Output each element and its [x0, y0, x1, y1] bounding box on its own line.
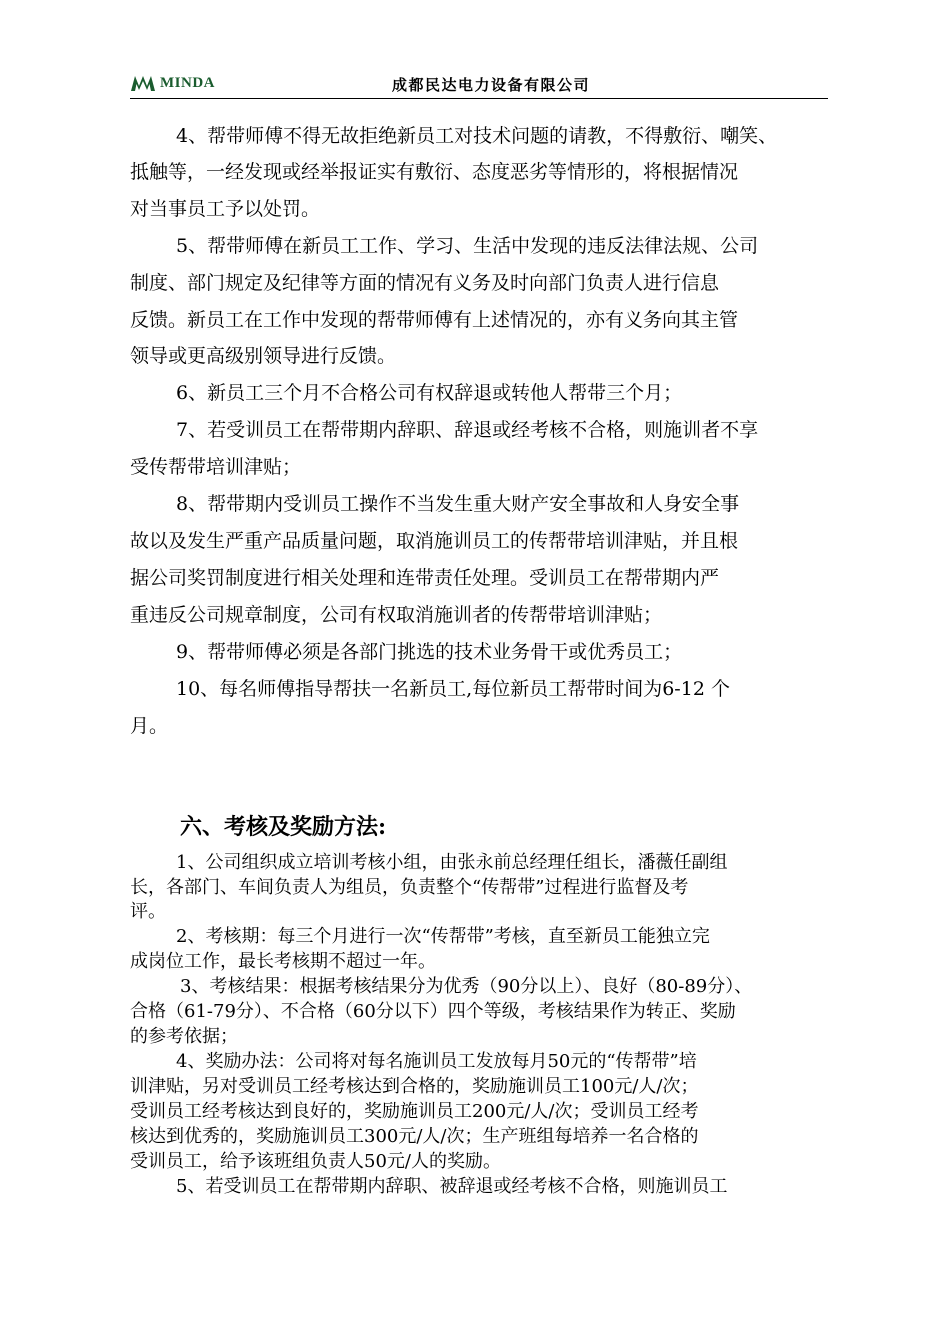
logo-text: MINDA — [160, 74, 215, 91]
paragraph-line: 9、帮带师傅必须是各部门挑选的技术业务骨干或优秀员工； — [176, 641, 683, 663]
paragraph-line: 反馈。新员工在工作中发现的帮带师傅有上述情况的，亦有义务向其主管 — [130, 309, 739, 331]
paragraph-line: 5、若受训员工在帮带期内辞职、被辞退或经考核不合格，则施训员工 — [176, 1176, 728, 1197]
paragraph-line: 2、考核期：每三个月进行一次“传帮带”考核，直至新员工能独立完 — [176, 926, 710, 947]
paragraph-line: 7、若受训员工在帮带期内辞职、辞退或经考核不合格，则施训者不享 — [176, 419, 759, 441]
paragraph-line: 受训员工经考核达到良好的，奖励施训员工200元/人/次；受训员工经考 — [130, 1101, 699, 1122]
paragraph-line: 对当事员工予以处罚。 — [130, 198, 321, 220]
paragraph-line: 10、每名师傅指导帮扶一名新员工,每位新员工帮带时间为6-12 个 — [176, 678, 730, 700]
paragraph-line: 核达到优秀的，奖励施训员工300元/人/次；生产班组每培养一名合格的 — [130, 1126, 699, 1147]
paragraph-line: 长，各部门、车间负责人为组员，负责整个“传帮带”过程进行监督及考 — [130, 877, 689, 898]
company-logo — [130, 72, 215, 94]
paragraph-line: 故以及发生严重产品质量问题，取消施训员工的传帮带培训津贴，并且根 — [130, 530, 739, 552]
paragraph-line: 5、帮带师傅在新员工工作、学习、生活中发现的违反法律法规、公司 — [176, 235, 759, 257]
paragraph-line: 4、帮带师傅不得无故拒绝新员工对技术问题的请教，不得敷衍、嘲笑、 — [176, 125, 778, 147]
paragraph-line: 制度、部门规定及纪律等方面的情况有义务及时向部门负责人进行信息 — [130, 272, 720, 294]
paragraph-line: 6、新员工三个月不合格公司有权辞退或转他人帮带三个月； — [176, 382, 683, 404]
paragraph-line: 的参考依据； — [130, 1026, 238, 1047]
paragraph-line: 受训员工，给予该班组负责人50元/人的奖励。 — [130, 1151, 501, 1172]
paragraph-line: 评。 — [130, 901, 166, 922]
paragraph-line: 合格（61-79分）、不合格（60分以下）四个等级，考核结果作为转正、奖励 — [130, 1001, 736, 1022]
paragraph-line: 3、考核结果：根据考核结果分为优秀（90分以上）、良好（80-89分）、 — [180, 976, 753, 997]
paragraph-line: 4、奖励办法：公司将对每名施训员工发放每月50元的“传帮带”培 — [176, 1051, 697, 1072]
paragraph-line: 受传帮带培训津贴； — [130, 456, 302, 478]
paragraph-line: 1、公司组织成立培训考核小组，由张永前总经理任组长，潘薇任副组 — [176, 852, 728, 873]
paragraph-line: 月。 — [130, 715, 169, 737]
paragraph-line: 训津贴，另对受训员工经考核达到合格的，奖励施训员工100元/人/次； — [130, 1076, 699, 1097]
paragraph-line: 8、帮带期内受训员工操作不当发生重大财产安全事故和人身安全事 — [176, 493, 740, 515]
page-header — [130, 68, 828, 99]
paragraph-line: 领导或更高级别领导进行反馈。 — [130, 345, 397, 367]
paragraph-line: 成岗位工作，最长考核期不超过一年。 — [130, 951, 436, 972]
section-heading: 六、考核及奖励方法: — [180, 814, 387, 840]
paragraph-line: 重违反公司规章制度，公司有权取消施训者的传帮带培训津贴； — [130, 604, 663, 626]
paragraph-line: 据公司奖罚制度进行相关处理和连带责任处理。受训员工在帮带期内严 — [130, 567, 720, 589]
company-name: 成都民达电力设备有限公司 — [392, 76, 591, 94]
minda-logo-icon — [130, 74, 156, 92]
paragraph-line: 抵触等，一经发现或经举报证实有敷衍、态度恶劣等情形的，将根据情况 — [130, 161, 739, 183]
